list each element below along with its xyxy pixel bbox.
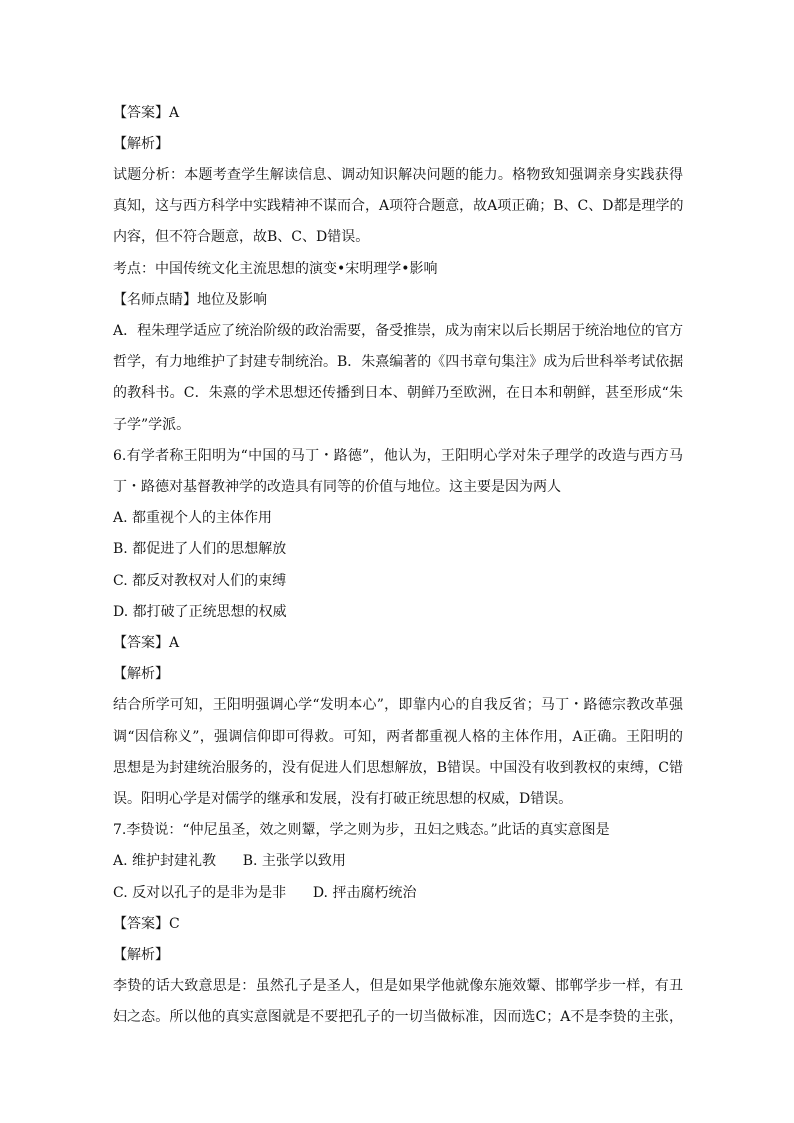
question-6-option-d: D. 都打破了正统思想的权威 (113, 604, 287, 620)
teacher-tip-heading: 【名师点睛】地位及影响 (113, 292, 267, 308)
question-6-option-b: B. 都促进了人们的思想解放 (113, 541, 287, 557)
question-6-stem-line: 6.有学者称王阳明为“中国的马丁・路德”，他认为，王阳明心学对朱子理学的改造与西方马 (113, 448, 683, 464)
analysis-text-line: 李贽的话大致意思是：虽然孔子是圣人，但是如果学他就像东施效颦、邯郸学步一样，有丑 (113, 978, 683, 994)
analysis-text-line: 真知，这与西方科学中实践精神不谋而合，A项符合题意，故A项正确；B、C、D都是理学的 (113, 198, 684, 214)
teacher-tip-text-line: A．程朱理学适应了统治阶级的政治需要，备受推崇，成为南宋以后长期居于统治地位的官方 (113, 323, 684, 339)
question-6-option-a: A. 都重视个人的主体作用 (113, 510, 273, 526)
analysis-text-line: 结合所学可知，王阳明强调心学“发明本心”，即靠内心的自我反省；马丁・路德宗教改革强 (113, 697, 683, 713)
analysis-text-line: 误。阳明心学是对儒学的继承和发展，没有打破正统思想的权威，D错误。 (113, 791, 573, 807)
answer-label-q6: 【答案】A (113, 635, 180, 651)
analysis-label-q6: 【解析】 (113, 666, 169, 682)
analysis-label-q7: 【解析】 (113, 947, 169, 963)
analysis-label-q5: 【解析】 (113, 136, 169, 152)
teacher-tip-text-line: 的教科书。C．朱熹的学术思想还传播到日本、朝鲜乃至欧洲，在日本和朝鲜，甚至形成“朱 (113, 385, 683, 401)
answer-label-q7: 【答案】C (113, 916, 180, 932)
question-7-stem: 7.李贽说：“仲尼虽圣，效之则颦，学之则为步，丑妇之贱态。”此话的真实意图是 (113, 822, 610, 838)
analysis-text-line: 试题分析：本题考查学生解读信息、调动知识解决问题的能力。格物致知强调亲身实践获得 (113, 167, 683, 183)
answer-label-q5: 【答案】A (113, 105, 180, 121)
analysis-text-line: 调“因信称义”，强调信仰即可得救。可知，两者都重视人格的主体作用，A正确。王阳明的 (113, 729, 683, 745)
analysis-text-line: 妇之态。所以他的真实意图就是不要把孔子的一切当做标准，因而选C；A不是李贽的主张， (113, 1009, 683, 1025)
question-7-options-ab: A. 维护封建礼教 B. 主张学以致用 (113, 853, 346, 869)
exam-point-line: 考点：中国传统文化主流思想的演变•宋明理学•影响 (113, 261, 438, 277)
question-6-option-c: C. 都反对教权对人们的束缚 (113, 573, 287, 589)
question-7-options-cd: C. 反对以孔子的是非为是非 D. 抨击腐朽统治 (113, 885, 417, 901)
question-6-stem-line: 丁・路德对基督教神学的改造具有同等的价值与地位。这主要是因为两人 (113, 479, 561, 495)
analysis-text-line: 思想是为封建统治服务的，没有促进人们思想解放，B错误。中国没有收到教权的束缚，C错 (113, 760, 683, 776)
teacher-tip-text-line: 子学”学派。 (113, 417, 191, 433)
teacher-tip-text-line: 哲学，有力地维护了封建专制统治。B．朱熹编著的《四书章句集注》成为后世科举考试依据 (113, 354, 684, 370)
analysis-text-line: 内容，但不符合题意，故B、C、D错误。 (113, 229, 370, 245)
